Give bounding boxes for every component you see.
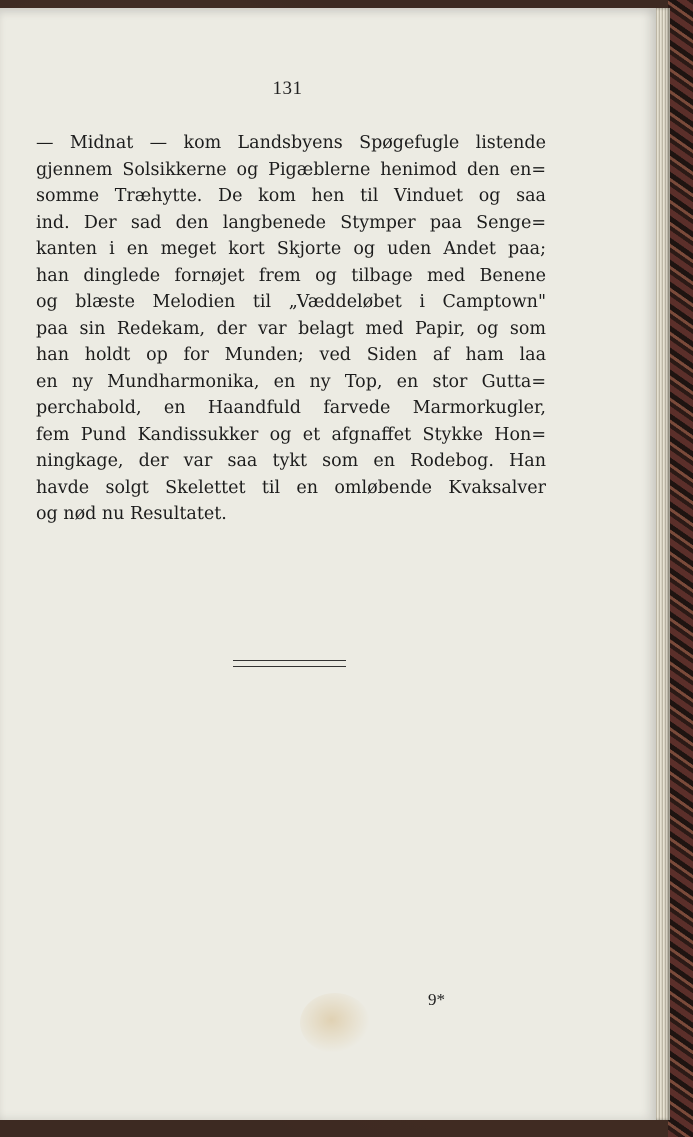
signature-mark: 9* [428, 990, 445, 1009]
text-line: havde solgt Skelettet til en omløbende Kvaksalver [36, 477, 546, 498]
marbled-book-edge [668, 0, 693, 1137]
text-line: perchabold, en Haandfuld farvede Marmorkugler, [36, 398, 546, 418]
text-line: paa sin Redekam, der var belagt med Papir, og som [36, 318, 546, 339]
text-line: — Midnat — kom Landsbyens Spøgefugle listende [36, 133, 546, 153]
text-line: han holdt op for Munden; ved Siden af ham laa [36, 345, 546, 365]
text-line: og blæste Melodien til „Væddeløbet i Camptown" [36, 292, 546, 312]
text-line: kanten i en meget kort Skjorte og uden Andet paa; [36, 239, 546, 259]
text-line: og nød nu Resultatet. [36, 504, 227, 524]
text-line: en ny Mundharmonika, en ny Top, en stor Gutta= [36, 371, 546, 392]
text-line: ningkage, der var saa tykt som en Rodebog. Han [36, 451, 546, 471]
text-line: han dinglede fornøjet frem og tilbage med Benene [36, 265, 546, 286]
text-line: gjennem Solsikkerne og Pigæblerne henimod den en= [36, 159, 546, 180]
text-line: ind. Der sad den langbenede Stymper paa Senge= [36, 212, 546, 233]
paper-stain [300, 993, 370, 1053]
text-line: fem Pund Kandissukker og et afgnaffet Stykke Hon= [36, 424, 546, 445]
section-divider [233, 660, 346, 667]
page-body-text [36, 130, 546, 528]
text-line: somme Træhytte. De kom hen til Vinduet og saa [36, 186, 546, 206]
show-through-text [40, 533, 600, 1003]
page-number: 131 [272, 78, 303, 99]
